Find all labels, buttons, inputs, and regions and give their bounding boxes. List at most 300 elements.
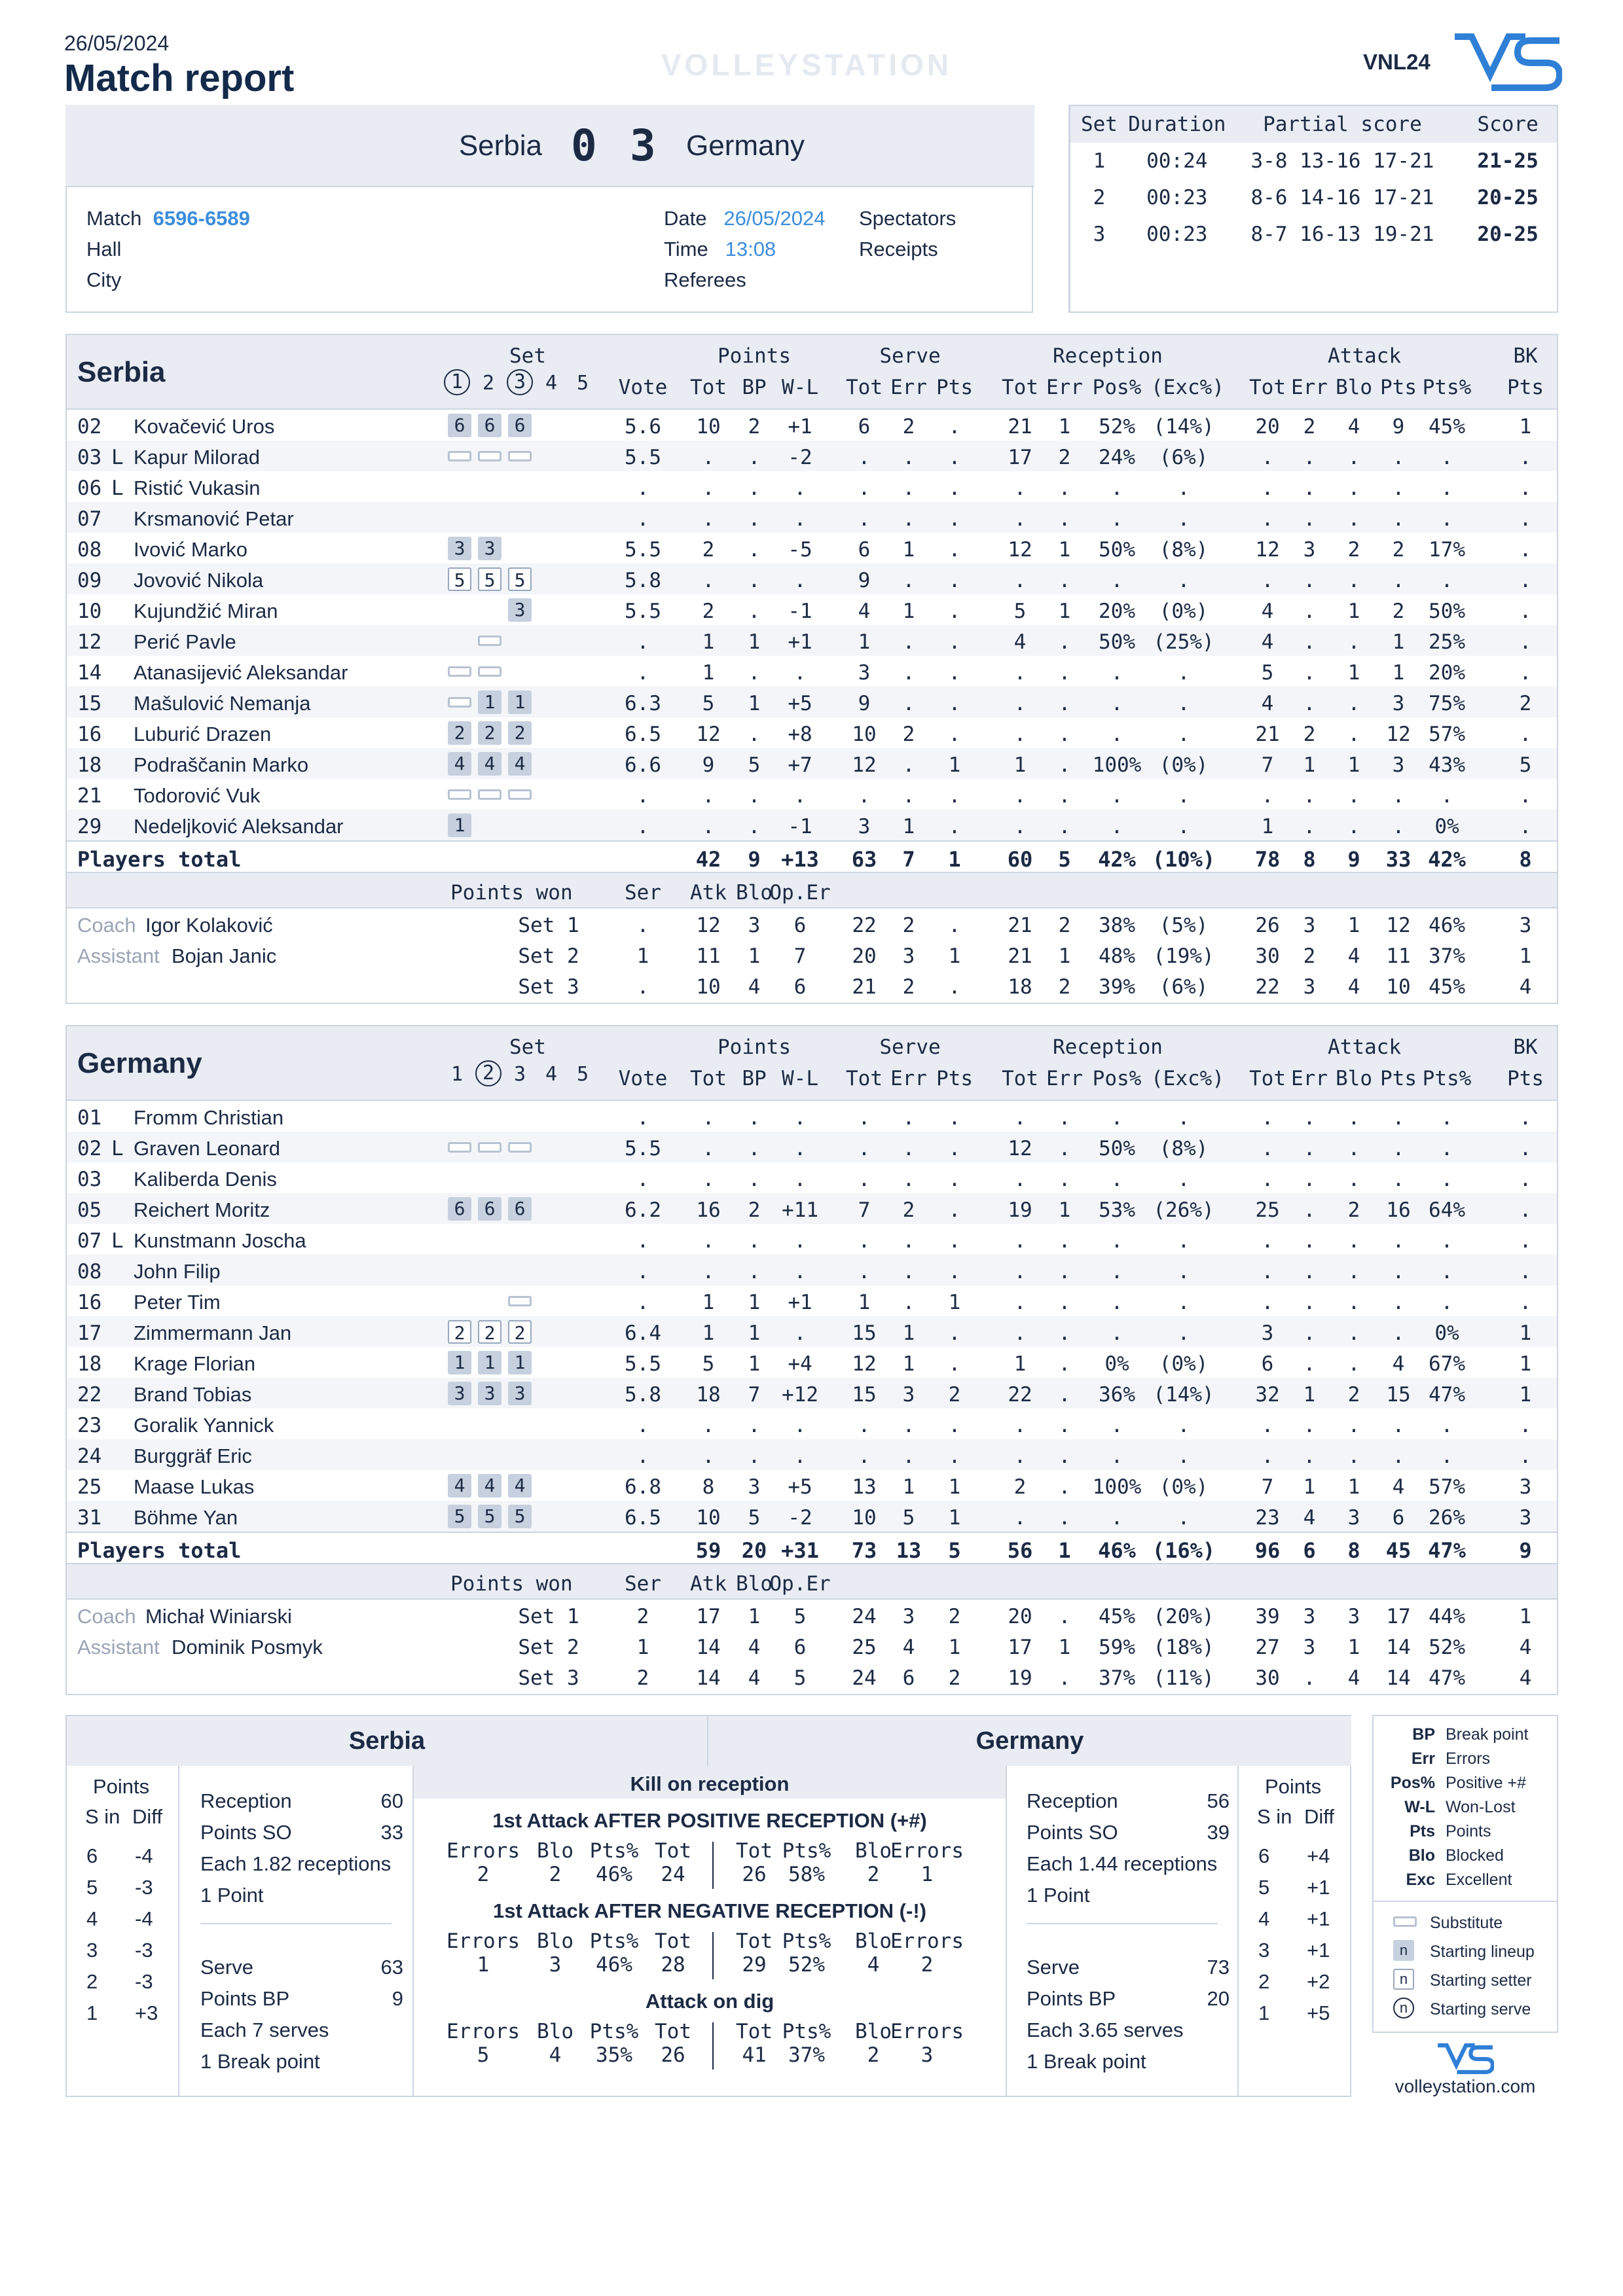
- player-number: 07: [77, 1229, 102, 1253]
- stat-cell: 4: [1261, 600, 1274, 623]
- won-set-number: 1: [444, 369, 470, 395]
- stat-cell: .: [748, 1444, 761, 1468]
- set-position-badge: 5: [478, 1505, 501, 1528]
- stat-cell: 9: [858, 569, 871, 592]
- stat-cell: .: [1013, 1414, 1027, 1437]
- stat-cell: 7: [1261, 1475, 1274, 1499]
- player-name: Perić Pavle: [134, 630, 236, 653]
- stat-cell: .: [1013, 507, 1027, 531]
- stat-cell: .: [902, 1106, 915, 1130]
- rotation-number: 6: [86, 1844, 98, 1867]
- player-number: 03: [77, 1168, 102, 1191]
- stat-cell: 26%: [1429, 1506, 1465, 1530]
- player-row: [67, 564, 1557, 594]
- player-name: Krsmanović Petar: [134, 507, 294, 530]
- stat-cell: .: [902, 569, 915, 592]
- stat-cell: 9: [1392, 415, 1405, 439]
- substitute-marker-icon: [448, 666, 471, 677]
- stat-cell: 1: [902, 1321, 915, 1345]
- stat-cell: .: [1392, 1291, 1405, 1314]
- col-duration: Duration: [1128, 113, 1226, 136]
- match-id: 6596-6589: [153, 207, 250, 230]
- stat-cell: 6: [858, 415, 871, 439]
- total-cell: +13: [781, 847, 819, 872]
- set-breakdown-row: [67, 1661, 1557, 1692]
- players-total-row: [67, 840, 1557, 872]
- stat-cell: .: [1058, 1137, 1071, 1160]
- match-label: Match: [86, 207, 142, 230]
- stat-cell: 16: [696, 1198, 721, 1222]
- stat-cell: .: [636, 1260, 649, 1283]
- stat-cell: -1: [788, 600, 812, 623]
- stat-cell: 12: [852, 1352, 877, 1376]
- stat-cell: .: [1519, 1414, 1532, 1437]
- stat-cell: .: [1303, 600, 1316, 623]
- stat-cell: (18%): [1153, 1636, 1214, 1659]
- stat-cell: 10: [696, 975, 721, 999]
- substitute-swatch-icon: [1393, 1916, 1417, 1927]
- home-sets-won: 0: [571, 120, 597, 171]
- stat-cell: 1: [1058, 944, 1071, 968]
- stat-cell: .: [1013, 815, 1027, 838]
- stat-cell: .: [1347, 476, 1360, 500]
- stat-cell: 1: [748, 1291, 761, 1314]
- substitute-marker-icon: [478, 451, 501, 461]
- stat-cell: .: [702, 1106, 715, 1130]
- score-band: [65, 105, 1034, 187]
- stat-cell: 1: [1392, 661, 1405, 685]
- set-label: Set 2: [518, 1636, 579, 1659]
- set-label: Set 1: [518, 1605, 579, 1628]
- match-info-box: [65, 105, 1033, 313]
- stat-cell: .: [1013, 1506, 1027, 1530]
- total-cell: 46%: [1098, 1538, 1136, 1563]
- each-serves: Each 3.65 serves: [1027, 2018, 1184, 2041]
- stat-cell: 12: [1008, 538, 1032, 562]
- stat-cell: .: [748, 723, 761, 746]
- stat-cell: .: [1303, 630, 1316, 654]
- attack-col-value: 4: [867, 1953, 880, 1977]
- stat-cell: 1: [748, 630, 761, 654]
- stat-cell: .: [748, 538, 761, 562]
- team-table-germany: [65, 1025, 1558, 1695]
- player-row: [67, 656, 1557, 687]
- players-total-label: Players total: [77, 1538, 242, 1563]
- total-cell: 73: [851, 1538, 877, 1563]
- stat-cell: .: [702, 1414, 715, 1437]
- attack-col-value: 2: [477, 1863, 490, 1886]
- stat-cell: .: [748, 1260, 761, 1283]
- stat-cell: .: [1013, 476, 1027, 500]
- player-name: Burggräf Eric: [134, 1444, 252, 1467]
- stat-cell: 24%: [1099, 446, 1135, 469]
- stat-cell: 3: [748, 914, 761, 937]
- stat-cell: .: [1013, 1260, 1027, 1283]
- rotation-number: 2: [1258, 1970, 1270, 1993]
- stat-cell: .: [1347, 1106, 1360, 1130]
- stat-cell: 45%: [1429, 975, 1465, 999]
- stat-cell: .: [1177, 1168, 1190, 1191]
- legend-desc: Excellent: [1446, 1871, 1512, 1889]
- player-name: Zimmermann Jan: [134, 1321, 292, 1344]
- stat-col-header: Err: [890, 376, 927, 399]
- stat-cell: 37%: [1099, 1666, 1135, 1690]
- stat-cell: 4: [1347, 415, 1360, 439]
- stat-cell: .: [948, 1106, 961, 1130]
- stat-cell: .: [1519, 507, 1532, 531]
- stat-cell: 10: [852, 1506, 877, 1530]
- away-team-name: Germany: [686, 130, 805, 162]
- libero-flag: L: [111, 476, 124, 500]
- player-row: [67, 1470, 1557, 1501]
- points-won-col: Blo: [736, 1572, 773, 1596]
- attack-col-header: Blo: [855, 1839, 892, 1863]
- stat-cell: .: [1303, 476, 1316, 500]
- set-position-badge: 3: [448, 537, 471, 560]
- stat-cell: .: [1303, 784, 1316, 808]
- stat-cell: 1: [858, 1291, 871, 1314]
- stat-cell: 1: [902, 538, 915, 562]
- set-breakdown-row: [67, 1600, 1557, 1630]
- attack-col-value: 3: [921, 2043, 934, 2067]
- player-number: 29: [77, 815, 102, 838]
- total-cell: 8: [1347, 1538, 1360, 1563]
- stat-cell: 2: [1347, 1198, 1360, 1222]
- attack-col-value: 2: [549, 1863, 562, 1886]
- stat-cell: .: [793, 569, 807, 592]
- attack-col-value: 1: [477, 1953, 490, 1977]
- stat-cell: 2: [1392, 538, 1405, 562]
- stat-cell: .: [1303, 1444, 1316, 1468]
- stat-cell: 1: [1347, 1475, 1360, 1499]
- stat-cell: 4: [1519, 1636, 1532, 1659]
- stat-cell: .: [1110, 1106, 1123, 1130]
- rotation-number: 5: [86, 1876, 98, 1899]
- stat-cell: .: [1519, 723, 1532, 746]
- stat-cell: .: [702, 1168, 715, 1191]
- total-cell: 6: [1303, 1538, 1316, 1563]
- stat-cell: .: [1013, 784, 1027, 808]
- set-position-badge: 6: [508, 414, 532, 437]
- player-name: Krage Florian: [134, 1352, 256, 1375]
- stat-cell: .: [1347, 723, 1360, 746]
- stat-cell: 1: [948, 944, 961, 968]
- set-position-badge: 1: [508, 1351, 532, 1374]
- points-so-value: 39: [1207, 1821, 1230, 1844]
- stat-cell: .: [1058, 1666, 1071, 1690]
- stat-cell: .: [1392, 1260, 1405, 1283]
- set-position-badge: 6: [478, 1197, 501, 1221]
- report-date: 26/05/2024: [64, 31, 170, 55]
- stat-cell: .: [1347, 1229, 1360, 1253]
- each-receptions: Each 1.44 receptions: [1027, 1852, 1218, 1875]
- stat-cell: .: [702, 569, 715, 592]
- attack-col-value: 5: [477, 2043, 490, 2067]
- stat-cell: 20: [1008, 1605, 1032, 1628]
- player-name: Brand Tobias: [134, 1383, 252, 1406]
- stat-cell: 6.4: [625, 1321, 661, 1345]
- stat-cell: .: [1347, 1260, 1360, 1283]
- stat-cell: .: [858, 784, 871, 808]
- section-divider: [1027, 1923, 1218, 1924]
- stat-cell: (0%): [1159, 1475, 1209, 1499]
- player-number: 16: [77, 1291, 102, 1314]
- set-partial-score: 3-8 13-16 17-21: [1250, 149, 1434, 173]
- col-partial-score: Partial score: [1263, 113, 1422, 136]
- stat-cell: .: [1110, 1321, 1123, 1345]
- stat-cell: 1: [702, 1291, 715, 1314]
- stat-cell: 57%: [1429, 723, 1465, 746]
- stat-cell: .: [702, 815, 715, 838]
- stat-cell: .: [948, 1229, 961, 1253]
- stat-cell: 12: [1386, 723, 1411, 746]
- stat-cell: .: [1519, 1198, 1532, 1222]
- player-name: Podraščanin Marko: [134, 753, 309, 776]
- player-row: [67, 471, 1557, 502]
- set-number: 1: [451, 1063, 464, 1086]
- player-number: 02: [77, 1137, 102, 1160]
- stat-cell: .: [1013, 569, 1027, 592]
- serve-value: 73: [1207, 1956, 1230, 1979]
- stat-cell: 21: [1008, 914, 1032, 937]
- player-row: [67, 1285, 1557, 1316]
- stat-cell: .: [1058, 784, 1071, 808]
- footer-logo-icon: [1436, 2042, 1494, 2076]
- substitute-marker-icon: [508, 451, 532, 461]
- stat-col-header: Tot: [1002, 1067, 1038, 1090]
- stat-cell: 5.5: [625, 446, 661, 469]
- stat-cell: .: [636, 815, 649, 838]
- stat-cell: .: [636, 476, 649, 500]
- set-position-badge: 2: [478, 721, 501, 745]
- stat-cell: 1: [702, 630, 715, 654]
- stat-cell: .: [902, 1260, 915, 1283]
- set-number: 3: [1093, 223, 1106, 246]
- set-position-badge: 4: [508, 752, 532, 776]
- attack-col-header: Errors: [447, 2020, 520, 2043]
- stat-cell: 3: [1519, 1506, 1532, 1530]
- stat-cell: .: [1303, 692, 1316, 715]
- stat-cell: 21: [1008, 415, 1032, 439]
- stat-cell: .: [1110, 784, 1123, 808]
- stat-col-header: (Exc%): [1151, 1067, 1224, 1090]
- stat-cell: 32: [1255, 1383, 1280, 1407]
- stat-cell: .: [1058, 630, 1071, 654]
- stat-col-header: W-L: [782, 376, 818, 399]
- stat-cell: .: [1392, 1137, 1405, 1160]
- stat-cell: .: [1519, 784, 1532, 808]
- stat-cell: .: [1347, 1291, 1360, 1314]
- stat-cell: .: [902, 753, 915, 777]
- stat-cell: .: [1347, 1321, 1360, 1345]
- stat-cell: 3: [1303, 1636, 1316, 1659]
- stat-cell: 12: [696, 914, 721, 937]
- stat-cell: 15: [852, 1383, 877, 1407]
- player-name: Atanasijević Aleksandar: [134, 661, 348, 684]
- stat-cell: 3: [1303, 975, 1316, 999]
- footer-url[interactable]: volleystation.com: [1395, 2076, 1536, 2096]
- s-in-label: S in: [85, 1805, 120, 1828]
- stat-cell: .: [1013, 1321, 1027, 1345]
- stat-cell: .: [1013, 692, 1027, 715]
- rotation-diff: -3: [135, 1876, 153, 1899]
- set-position-badge: 3: [508, 1382, 532, 1405]
- stat-col-header: Tot: [1249, 376, 1286, 399]
- stat-cell: 1: [1347, 1636, 1360, 1659]
- total-cell: 47%: [1428, 1538, 1466, 1563]
- stat-cell: +8: [788, 723, 812, 746]
- stat-cell: .: [1347, 1352, 1360, 1376]
- attack-col-header: Tot: [655, 1929, 691, 1953]
- points-bp-label: Points BP: [1027, 1987, 1116, 2010]
- set-number: 2: [483, 372, 495, 395]
- total-cell: 59: [695, 1538, 721, 1563]
- stat-cell: 2: [948, 1605, 961, 1628]
- stat-col-header: Pts: [1507, 1067, 1544, 1090]
- stat-cell: 3: [1392, 692, 1405, 715]
- stat-cell: 7: [858, 1198, 871, 1222]
- stat-cell: 12: [852, 753, 877, 777]
- stat-cell: 5.8: [625, 569, 661, 592]
- total-cell: 33: [1385, 847, 1412, 872]
- attack-col-header: Errors: [890, 2020, 964, 2043]
- stat-cell: 1: [748, 944, 761, 968]
- watermark: VOLLEYSTATION: [661, 48, 953, 82]
- stat-cell: .: [1303, 1666, 1316, 1690]
- starting-lineup-swatch-icon: n: [1393, 1940, 1414, 1961]
- stat-cell: 6: [858, 538, 871, 562]
- stat-cell: 5: [1519, 753, 1532, 777]
- team-name: Serbia: [77, 356, 166, 388]
- stat-cell: 7: [1261, 753, 1274, 777]
- bk-group-header: BK: [1513, 1035, 1538, 1059]
- legend-starting-setter: Starting setter: [1430, 1971, 1532, 1990]
- stat-cell: 24: [852, 1605, 877, 1628]
- home-team-name: Serbia: [458, 130, 542, 162]
- stat-cell: (0%): [1159, 753, 1209, 777]
- stat-cell: 3: [1519, 914, 1532, 937]
- attack-col-header: Pts%: [589, 1929, 639, 1953]
- set-position-badge: 3: [478, 1382, 501, 1405]
- stat-cell: .: [1013, 1444, 1027, 1468]
- match-id-row: [86, 203, 250, 234]
- stat-cell: 2: [948, 1666, 961, 1690]
- stat-cell: 6: [793, 975, 807, 999]
- stat-cell: .: [748, 1229, 761, 1253]
- stat-cell: .: [1303, 1291, 1316, 1314]
- stat-cell: .: [1013, 1291, 1027, 1314]
- stat-cell: 5.6: [625, 415, 661, 439]
- stat-cell: 50%: [1099, 1137, 1135, 1160]
- stat-cell: .: [1303, 569, 1316, 592]
- stat-cell: +5: [788, 692, 812, 715]
- page-title: Match report: [64, 57, 295, 99]
- stat-cell: .: [702, 507, 715, 531]
- attack-col-value: 29: [742, 1953, 767, 1977]
- stat-cell: 1: [948, 1291, 961, 1314]
- attack-group-header: Attack: [1328, 1035, 1401, 1059]
- player-name: Reichert Moritz: [134, 1198, 270, 1221]
- stat-cell: 2: [902, 723, 915, 746]
- stat-cell: .: [636, 914, 649, 937]
- stat-cell: .: [1177, 784, 1190, 808]
- volleystation-logo-icon: [1452, 31, 1562, 94]
- stat-cell: .: [1177, 507, 1190, 531]
- stat-cell: .: [748, 569, 761, 592]
- player-row: [67, 440, 1557, 471]
- stat-cell: .: [1392, 1444, 1405, 1468]
- stat-cell: 14: [1386, 1666, 1411, 1690]
- points-bp-label: Points BP: [200, 1987, 290, 2010]
- stat-col-header: (Exc%): [1151, 376, 1224, 399]
- player-row: [67, 1408, 1557, 1439]
- total-cell: 5: [1058, 847, 1071, 872]
- set-number: 4: [545, 1063, 558, 1086]
- substitute-marker-icon: [508, 789, 532, 800]
- stat-cell: .: [1058, 1605, 1071, 1628]
- stat-cell: .: [636, 1414, 649, 1437]
- set-position-badge: 2: [508, 1320, 532, 1344]
- points-won-header: [67, 1563, 1557, 1600]
- player-row: [67, 1316, 1557, 1347]
- stat-col-header: Pos%: [1092, 1067, 1142, 1090]
- legend-abbr: BP: [1412, 1725, 1435, 1744]
- stat-cell: .: [1440, 1260, 1453, 1283]
- stat-cell: .: [1013, 723, 1027, 746]
- reception-label: Reception: [1027, 1789, 1118, 1812]
- stat-cell: .: [636, 1444, 649, 1468]
- stat-cell: +1: [788, 415, 812, 439]
- stat-cell: .: [1440, 476, 1453, 500]
- stat-cell: .: [793, 1229, 807, 1253]
- stat-cell: .: [1347, 815, 1360, 838]
- stat-cell: 45%: [1099, 1605, 1135, 1628]
- attack-col-header: Pts%: [782, 2020, 831, 2043]
- stat-cell: .: [948, 507, 961, 531]
- substitute-marker-icon: [448, 451, 471, 461]
- rotation-number: 5: [1258, 1876, 1270, 1899]
- stat-cell: .: [858, 1229, 871, 1253]
- stat-cell: 3: [902, 1383, 915, 1407]
- stat-cell: .: [1347, 507, 1360, 531]
- stat-cell: 1: [902, 1352, 915, 1376]
- stat-cell: .: [1440, 1229, 1453, 1253]
- stat-cell: .: [948, 661, 961, 685]
- sets-table-row: [1070, 216, 1557, 253]
- stat-cell: -2: [788, 446, 812, 469]
- stat-cell: .: [1261, 507, 1274, 531]
- away-sets-won: 3: [630, 120, 656, 171]
- legend-abbr: W-L: [1404, 1798, 1435, 1816]
- stat-cell: .: [1440, 1168, 1453, 1191]
- attack-group-header: Attack: [1328, 344, 1401, 368]
- stat-cell: .: [1519, 1444, 1532, 1468]
- total-cell: 60: [1007, 847, 1033, 872]
- stat-cell: 2: [902, 1198, 915, 1222]
- stat-cell: .: [748, 476, 761, 500]
- stat-cell: 20%: [1099, 600, 1135, 623]
- sets-table-row: [1070, 179, 1557, 216]
- stat-cell: 3: [1303, 1605, 1316, 1628]
- stat-cell: .: [1519, 815, 1532, 838]
- stat-cell: .: [1440, 1106, 1453, 1130]
- player-row: [67, 810, 1557, 840]
- each-serves: Each 7 serves: [200, 2018, 329, 2041]
- stat-col-header: Err: [1046, 376, 1083, 399]
- stat-cell: .: [902, 507, 915, 531]
- stat-cell: 17: [696, 1605, 721, 1628]
- player-name: Böhme Yan: [134, 1506, 238, 1529]
